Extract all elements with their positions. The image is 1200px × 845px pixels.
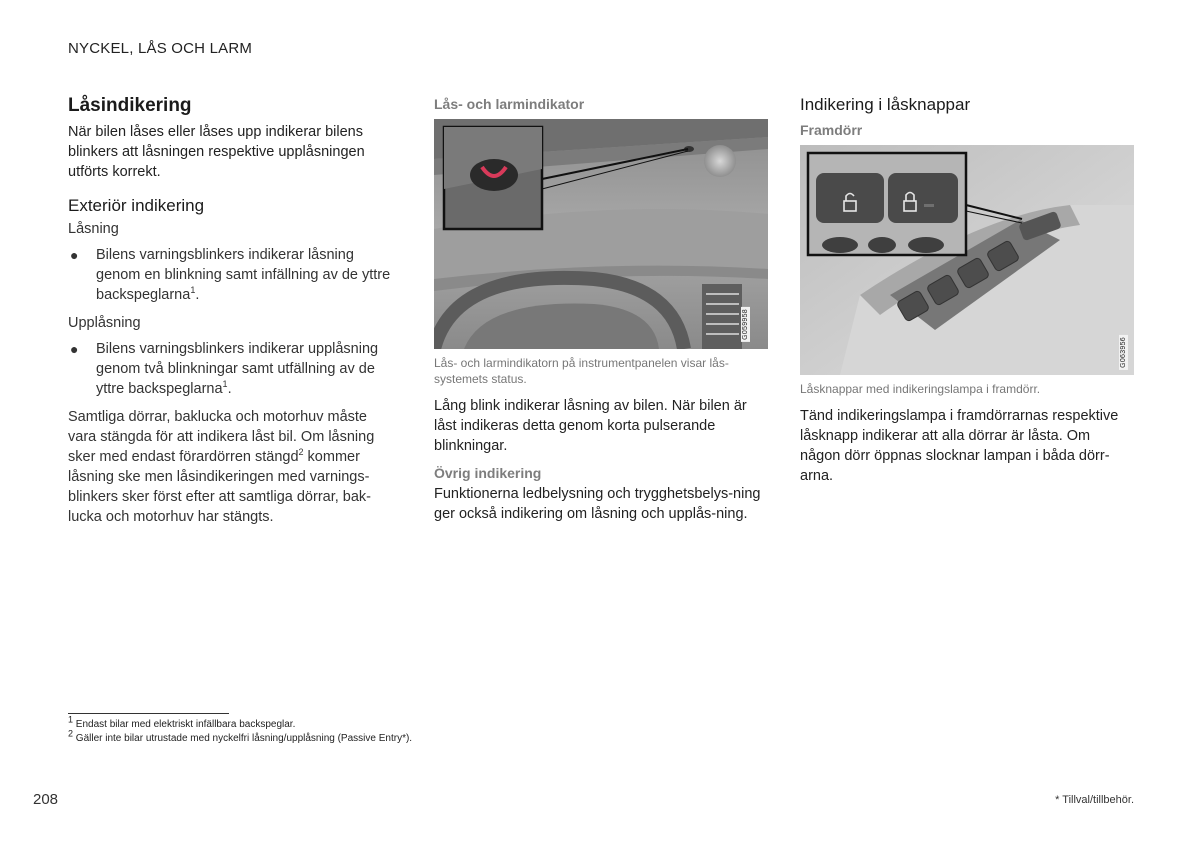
door-lock-buttons-image — [800, 145, 1134, 375]
list-unlocking — [68, 339, 398, 399]
footnote-1: $^1$ Endast bilar med elektriskt infällbara backspeglar. — [68, 714, 296, 730]
heading-lock-alarm-indicator: Lås- och larmindikator — [434, 96, 585, 112]
intro-paragraph: När bilen låses eller låses upp indikerar bilens blinkers att låsningen respektive upplåsningen utförts korrekt. — [68, 124, 365, 180]
column-lock-alarm-indicator — [434, 95, 768, 532]
bullet-icon: ● — [70, 247, 79, 263]
figure-code: G063956 — [1120, 337, 1127, 368]
footnote-2: $^2$ Gäller inte bilar utrustade med nyckelfri låsning/upplåsning (Passive Entry*). — [68, 728, 413, 744]
heading-lock-indication: Låsindikering — [68, 95, 192, 116]
list-item: ● Bilens varningsblinkers indikerar låsning genom en blinkning samt infällning av de yttre backspeglarna$^1$. — [70, 247, 391, 303]
lighting-paragraph: Funktionerna ledbelysning och trygghetsbelys-ning ger också indikering om låsning och upplås-ning. — [434, 486, 761, 522]
heading-lock-buttons: Indikering i låsknappar — [800, 95, 971, 114]
heading-exterior-indication: Exteriör indikering — [68, 196, 205, 215]
figure-code: G059958 — [742, 309, 749, 340]
footnotes — [68, 714, 413, 746]
door-panel-illustration — [800, 145, 1134, 375]
column-lock-indication — [68, 95, 398, 535]
label-locking: Låsning — [68, 221, 119, 237]
section-header: NYCKEL, LÅS OCH LARM — [68, 40, 253, 57]
heading-front-door: Framdörr — [800, 122, 863, 138]
list-locking — [68, 245, 398, 305]
figure-caption: Låsknappar med indikeringslampa i framdörr. — [800, 382, 1041, 396]
accessory-note: * Tillval/tillbehör. — [1055, 794, 1134, 806]
heading-other-indication: Övrig indikering — [434, 465, 542, 481]
bullet-icon: ● — [70, 341, 79, 357]
column-lock-button-indication — [800, 95, 1134, 494]
footnote-divider — [68, 713, 229, 714]
doors-paragraph: Samtliga dörrar, baklucka och motorhuv måste vara stängda för att indikera låst bil. Om låsning sker med endast förardörren stängd$^2$ kommer låsning ske men låsindikeringen med varnings-blinkers sker först efter att samtliga dörrar, bak-lucka och motorhuv har stängts. — [68, 409, 375, 525]
long-blink-paragraph: Lång blink indikerar låsning av bilen. När bilen är låst indikeras detta genom korta pulserande blinkningar. — [434, 398, 747, 454]
lamp-paragraph: Tänd indikeringslampa i framdörrarnas respektive låsknapp indikerar att alla dörrar är låsta. Om någon dörr öppnas slocknar lampan i båda dörr-arna. — [800, 408, 1119, 484]
figure-caption: Lås- och larmindikatorn på instrumentpanelen visar lås-systemets status. — [434, 356, 729, 386]
dashboard-illustration — [434, 119, 768, 349]
page-number: 208 — [33, 791, 59, 808]
dashboard-indicator-image — [434, 119, 768, 349]
list-item: ● Bilens varningsblinkers indikerar upplåsning genom två blinkningar samt utfällning av de yttre backspeglarna$^1$. — [70, 341, 379, 397]
label-unlocking: Upplåsning — [68, 315, 141, 331]
